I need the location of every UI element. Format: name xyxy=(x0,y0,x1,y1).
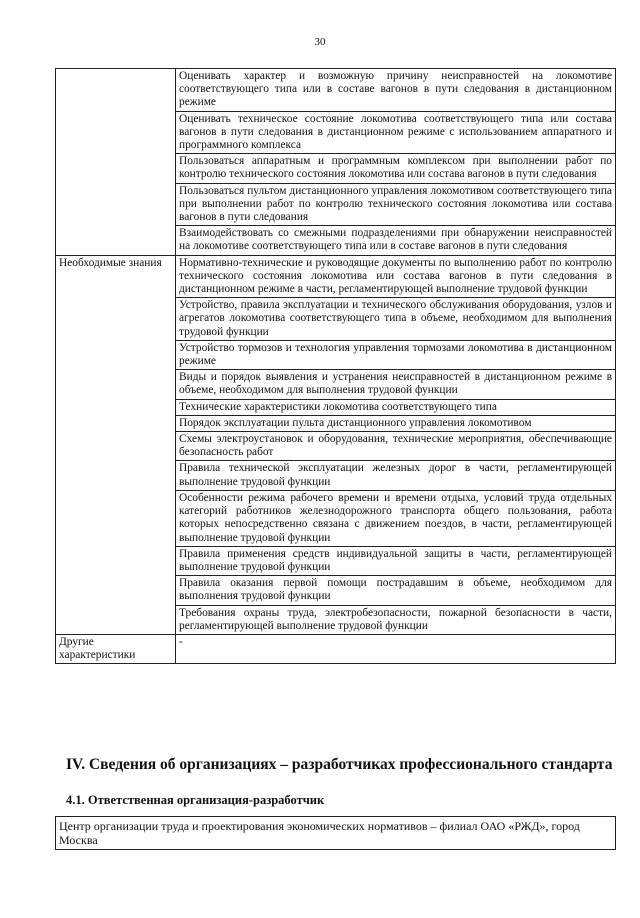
table-cell: Взаимодействовать со смежными подразделениями при обнаружении неисправностей на локомотиве соответствующего типа или в составе вагонов в пути следования xyxy=(176,226,616,255)
table-cell: Виды и порядок выявления и устранения неисправностей в дистанционном режиме в объеме, необходимом для выполнения трудовой функции xyxy=(176,370,616,399)
table-cell: Нормативно-технические и руководящие документы по выполнению работ по контролю технического состояния локомотива или состава вагонов в пути следования в дистанционном режиме в части, регламентирующей выполнение трудовой функции xyxy=(176,255,616,298)
table-cell: Технические характеристики локомотива соответствующего типа xyxy=(176,399,616,415)
table-cell: Схемы электроустановок и оборудования, технические мероприятия, обеспечивающие безопасность работ xyxy=(176,432,616,461)
knowledge-label-cell: Необходимые знания xyxy=(56,255,176,634)
table-cell: Пользоваться пультом дистанционного управления локомотивом соответствующего типа при выполнении работ по контролю технического состояния локомотива или состава вагонов в пути следования xyxy=(176,183,616,226)
labor-function-table xyxy=(55,68,616,664)
table-cell: Пользоваться аппаратным и программным комплексом при выполнении работ по контролю технического состояния локомотива или состава вагонов в пути следования xyxy=(176,154,616,183)
table-row xyxy=(56,69,616,112)
table-cell: Порядок эксплуатации пульта дистанционного управления локомотивом xyxy=(176,415,616,431)
other-characteristics-label-cell: Другие характеристики xyxy=(56,634,176,663)
table-cell: Особенности режима рабочего времени и времени отдыха, условий труда отдельных категорий работников железнодорожного транспорта общего пользования, работа которых непосредственно связана с движением поездов, в части, регламентирующей выполнение трудовой функции xyxy=(176,490,616,546)
table-row xyxy=(56,255,616,298)
table-cell: Оценивать характер и возможную причину неисправностей на локомотиве соответствующего типа или в составе вагонов в пути следования в дистанционном режиме xyxy=(176,69,616,112)
table-cell: Правила технической эксплуатации железных дорог в части, регламентирующей выполнение трудовой функции xyxy=(176,461,616,490)
section-title: IV. Сведения об организациях – разработчиках профессионального стандарта xyxy=(66,756,613,773)
organization-name-box: Центр организации труда и проектирования экономических нормативов – филиал ОАО «РЖД», город Москва xyxy=(55,816,616,850)
skills-label-cell-continued xyxy=(56,69,176,256)
page-number: 30 xyxy=(314,36,326,48)
table-cell: Устройство тормозов и технология управления тормозами локомотива в дистанционном режиме xyxy=(176,340,616,369)
table-cell: Правила применения средств индивидуальной защиты в части, регламентирующей выполнение трудовой функции xyxy=(176,546,616,575)
table-cell: Устройство, правила эксплуатации и технического обслуживания оборудования, узлов и агрегатов локомотива соответствующего типа в объеме, необходимом для выполнения трудовой функции xyxy=(176,298,616,341)
table-row xyxy=(56,634,616,663)
table-cell: Требования охраны труда, электробезопасности, пожарной безопасности в части, регламентирующей выполнение трудовой функции xyxy=(176,605,616,634)
other-characteristics-value-cell: - xyxy=(176,634,616,663)
table-cell: Оценивать техническое состояние локомотива соответствующего типа или состава вагонов в пути следования в дистанционном режиме с использованием аппаратного и программного комплекса xyxy=(176,111,616,154)
table-cell: Правила оказания первой помощи пострадавшим в объеме, необходимом для выполнения трудовой функции xyxy=(176,576,616,605)
subsection-title: 4.1. Ответственная организация-разработчик xyxy=(66,793,325,807)
